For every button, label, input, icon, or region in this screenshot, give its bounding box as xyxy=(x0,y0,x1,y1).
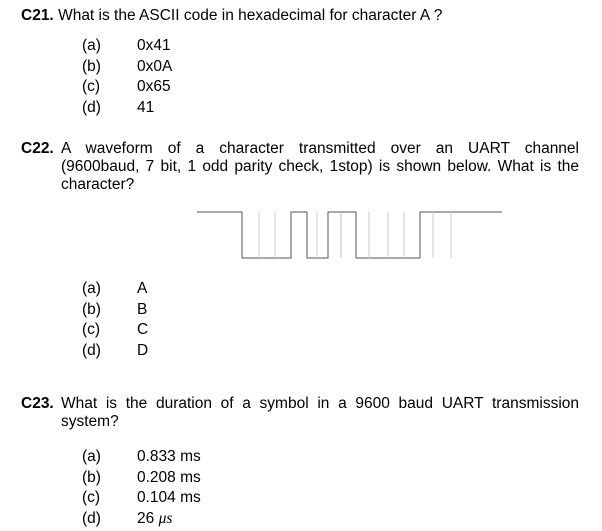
question-c21 xyxy=(21,7,581,25)
option-label: (c) xyxy=(82,489,101,506)
option-label: (d) xyxy=(82,509,101,527)
option-value: 0.104 ms xyxy=(137,489,201,506)
option-value: 0x41 xyxy=(137,37,171,54)
option-value: 0x0A xyxy=(137,57,173,75)
uart-waveform xyxy=(197,206,503,264)
option-label: (a) xyxy=(82,448,101,465)
option-label: (a) xyxy=(82,280,101,297)
waveform-signal xyxy=(197,212,502,258)
question-text-line: A waveform of a character transmitted over an UART channel xyxy=(61,140,579,157)
question-number: C21. xyxy=(21,7,54,24)
option-value: 0.833 ms xyxy=(137,448,201,465)
question-text: What is the ASCII code in hexadecimal for character A ? xyxy=(58,7,443,24)
option-value: D xyxy=(137,341,149,359)
question-text-rest: (9600baud, 7 bit, 1 odd parity check, 1stop) is shown below. What is the character? xyxy=(61,158,579,193)
option-label: (c) xyxy=(82,78,101,95)
option-label: (b) xyxy=(82,57,101,75)
option-value: 41 xyxy=(137,98,155,116)
option-label: (d) xyxy=(82,341,101,359)
question-text xyxy=(61,140,579,194)
question-text-line: What is the duration of a symbol in a 9600 baud UART transmission xyxy=(61,395,579,412)
question-number: C23. xyxy=(21,395,54,412)
option-value: C xyxy=(137,321,149,338)
option-number: 26 xyxy=(137,509,155,527)
option-value: 0.208 ms xyxy=(137,468,201,486)
option-value: A xyxy=(137,280,148,297)
option-value xyxy=(137,509,172,530)
option-label: (c) xyxy=(82,321,101,338)
question-text-rest: system? xyxy=(61,413,119,430)
question-number: C22. xyxy=(21,140,54,157)
option-label: (d) xyxy=(82,98,101,116)
option-value: B xyxy=(137,300,148,318)
question-text xyxy=(61,395,579,431)
option-value: 0x65 xyxy=(137,78,171,95)
option-unit: μs xyxy=(158,509,173,527)
option-label: (b) xyxy=(82,468,101,486)
option-label: (a) xyxy=(82,37,101,54)
option-label: (b) xyxy=(82,300,101,318)
